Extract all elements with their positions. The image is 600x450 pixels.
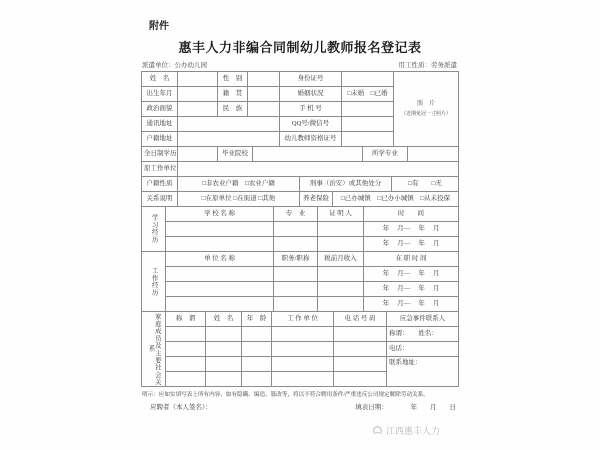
family-section — [141, 311, 459, 387]
family-employer-cell — [272, 342, 334, 357]
work-time-range: 年 月— 年 月 — [364, 267, 459, 282]
gender-value-cell — [248, 72, 280, 87]
family-name-header: 姓 名 — [206, 312, 242, 327]
family-age-cell — [242, 342, 272, 357]
criminal-label: 刑事（治安）或其他处分 — [300, 177, 392, 192]
gender-label: 性 别 — [218, 72, 248, 87]
education-label: 全日制学历 — [142, 147, 178, 162]
education-value-cell — [178, 147, 218, 162]
relation-note-label: 关系说明 — [142, 192, 178, 207]
family-age-cell — [242, 372, 272, 387]
dispatch-unit-label: 派遣单位：公办幼儿园 — [142, 62, 207, 69]
household-type-checkboxes: □非农业户籍 □农业户籍 — [178, 177, 300, 192]
teacher-cert-value-cell — [342, 132, 394, 147]
work-income-cell — [318, 267, 364, 282]
family-age-cell — [242, 327, 272, 342]
photo-note: （近期免冠一寸照片） — [400, 111, 451, 117]
work-position-cell — [274, 297, 318, 312]
politics-value-cell — [178, 102, 218, 117]
family-employer-cell — [272, 357, 334, 372]
personal-info-section — [141, 71, 459, 147]
politics-label: 政治面貌 — [142, 102, 178, 117]
relation-checkboxes: □在原单位 □在街道 □其他 — [178, 192, 300, 207]
household-addr-label: 户籍地址 — [142, 132, 178, 147]
major-label: 所学专业 — [363, 147, 408, 162]
applicant-signature-label: 应聘者（本人签名）： — [150, 404, 212, 411]
mobile-value-cell — [342, 102, 394, 117]
id-number-label: 身份证号 — [280, 72, 342, 87]
family-relation-header: 称 谓 — [166, 312, 206, 327]
family-phone-cell — [334, 357, 387, 372]
name-value-cell — [178, 72, 218, 87]
pension-label: 养老保险 — [300, 192, 333, 207]
work-income-cell — [318, 297, 364, 312]
watermark-text: 江西惠丰人力 — [386, 426, 441, 436]
work-position-cell — [274, 267, 318, 282]
family-name-cell — [206, 342, 242, 357]
education-row — [141, 146, 459, 162]
household-addr-value-cell — [178, 132, 280, 147]
disclosure-note: 明示：应如实填写表上所有内容，如有隐瞒、编造、篡改等，将以不符合聘用条件/严重违反公司规定解除劳动关系。 — [142, 392, 429, 398]
work-position-header: 职务/职称 — [274, 252, 318, 267]
work-history-section — [141, 251, 459, 312]
emergency-address-label: 联系地址： — [387, 357, 459, 387]
qq-wechat-label: QQ号/微信号 — [280, 117, 342, 132]
family-name-cell — [206, 357, 242, 372]
photo-title: 照 片 — [416, 100, 435, 107]
work-time-range: 年 月— 年 月 — [364, 282, 459, 297]
family-phone-cell — [334, 327, 387, 342]
college-value-cell — [253, 147, 363, 162]
form-meta-row — [142, 60, 457, 69]
ethnicity-label: 民 族 — [218, 102, 248, 117]
marital-label: 婚姻状况 — [280, 87, 342, 102]
native-place-label: 籍 贯 — [218, 87, 248, 102]
prev-employer-value-cell — [178, 162, 459, 177]
company-watermark — [372, 424, 440, 437]
study-time-header: 时 间 — [364, 207, 459, 222]
prev-employer-row — [141, 161, 459, 177]
family-employer-cell — [272, 327, 334, 342]
qq-wechat-value-cell — [342, 117, 394, 132]
family-phone-cell — [334, 342, 387, 357]
photo-box — [394, 72, 459, 147]
study-school-cell — [166, 237, 274, 252]
emergency-phone-label: 电话： — [387, 342, 459, 357]
study-time-range: 年 月— 年 月 — [364, 237, 459, 252]
ethnicity-value-cell — [248, 102, 280, 117]
study-reference-cell — [318, 222, 364, 237]
study-reference-cell — [318, 237, 364, 252]
work-company-header: 单 位 名 称 — [166, 252, 274, 267]
family-relation-cell — [166, 342, 206, 357]
emergency-contact-header: 应急事件联系人 — [387, 312, 459, 327]
study-major-cell — [274, 237, 318, 252]
name-label: 姓 名 — [142, 72, 178, 87]
household-type-row — [141, 176, 459, 192]
family-employer-header: 工 作 单 位 — [272, 312, 334, 327]
family-name-cell — [206, 327, 242, 342]
study-major-cell — [274, 222, 318, 237]
family-phone-cell — [334, 372, 387, 387]
work-company-cell — [166, 282, 274, 297]
birth-value-cell — [178, 87, 218, 102]
address-label: 通讯地址 — [142, 117, 178, 132]
study-reference-header: 证 明 人 — [318, 207, 364, 222]
address-value-cell — [178, 117, 280, 132]
employment-type-label: 用工性质：劳务派遣 — [398, 62, 457, 69]
teacher-cert-label: 幼儿教师资格证号 — [280, 132, 342, 147]
attachment-label: 附件 — [149, 21, 169, 32]
family-relation-cell — [166, 357, 206, 372]
emergency-relation-name-label: 称谓： 姓名： — [387, 327, 459, 342]
household-type-label: 户籍性质 — [142, 177, 178, 192]
work-time-range: 年 月— 年 月 — [364, 297, 459, 312]
study-time-range: 年 月— 年 月 — [364, 222, 459, 237]
native-place-value-cell — [248, 87, 280, 102]
criminal-checkboxes: □有 □无 — [392, 177, 459, 192]
work-tenure-header: 在 职 时 间 — [364, 252, 459, 267]
company-logo-icon — [372, 425, 383, 436]
signature-row — [150, 402, 456, 411]
family-phone-header: 电 话 号 码 — [334, 312, 387, 327]
work-income-cell — [318, 282, 364, 297]
family-relation-cell — [166, 372, 206, 387]
family-name-cell — [206, 372, 242, 387]
family-relation-cell — [166, 327, 206, 342]
study-school-cell — [166, 222, 274, 237]
family-age-header: 年 龄 — [242, 312, 272, 327]
family-employer-cell — [272, 372, 334, 387]
study-history-section — [141, 206, 459, 252]
pension-checkboxes: □已办城镇 □已办小城镇 □从未投保 — [333, 192, 459, 207]
form-title: 惠丰人力非编合同制幼儿教师报名登记表 — [178, 40, 422, 55]
work-section-label: 工作经历 — [142, 252, 166, 312]
family-age-cell — [242, 357, 272, 372]
study-section-label: 学习经历 — [142, 207, 166, 252]
work-company-cell — [166, 267, 274, 282]
marital-checkboxes: □未婚 □已婚 — [342, 87, 394, 102]
birth-label: 出生年月 — [142, 87, 178, 102]
work-income-header: 税前月收入 — [318, 252, 364, 267]
work-position-cell — [274, 282, 318, 297]
fill-date-label: 填表日期： 年 月 日 — [355, 404, 456, 411]
work-company-cell — [166, 297, 274, 312]
mobile-label: 手 机 号 — [280, 102, 342, 117]
college-label: 毕业院校 — [218, 147, 253, 162]
prev-employer-label: 原工作单位 — [142, 162, 178, 177]
major-value-cell — [408, 147, 459, 162]
study-major-header: 专 业 — [274, 207, 318, 222]
registration-table — [141, 72, 458, 387]
relation-pension-row — [141, 191, 459, 207]
study-school-header: 学 校 名 称 — [166, 207, 274, 222]
id-number-value-cell — [342, 72, 394, 87]
family-section-label: 家庭成员及主要社会关系 — [142, 312, 166, 387]
